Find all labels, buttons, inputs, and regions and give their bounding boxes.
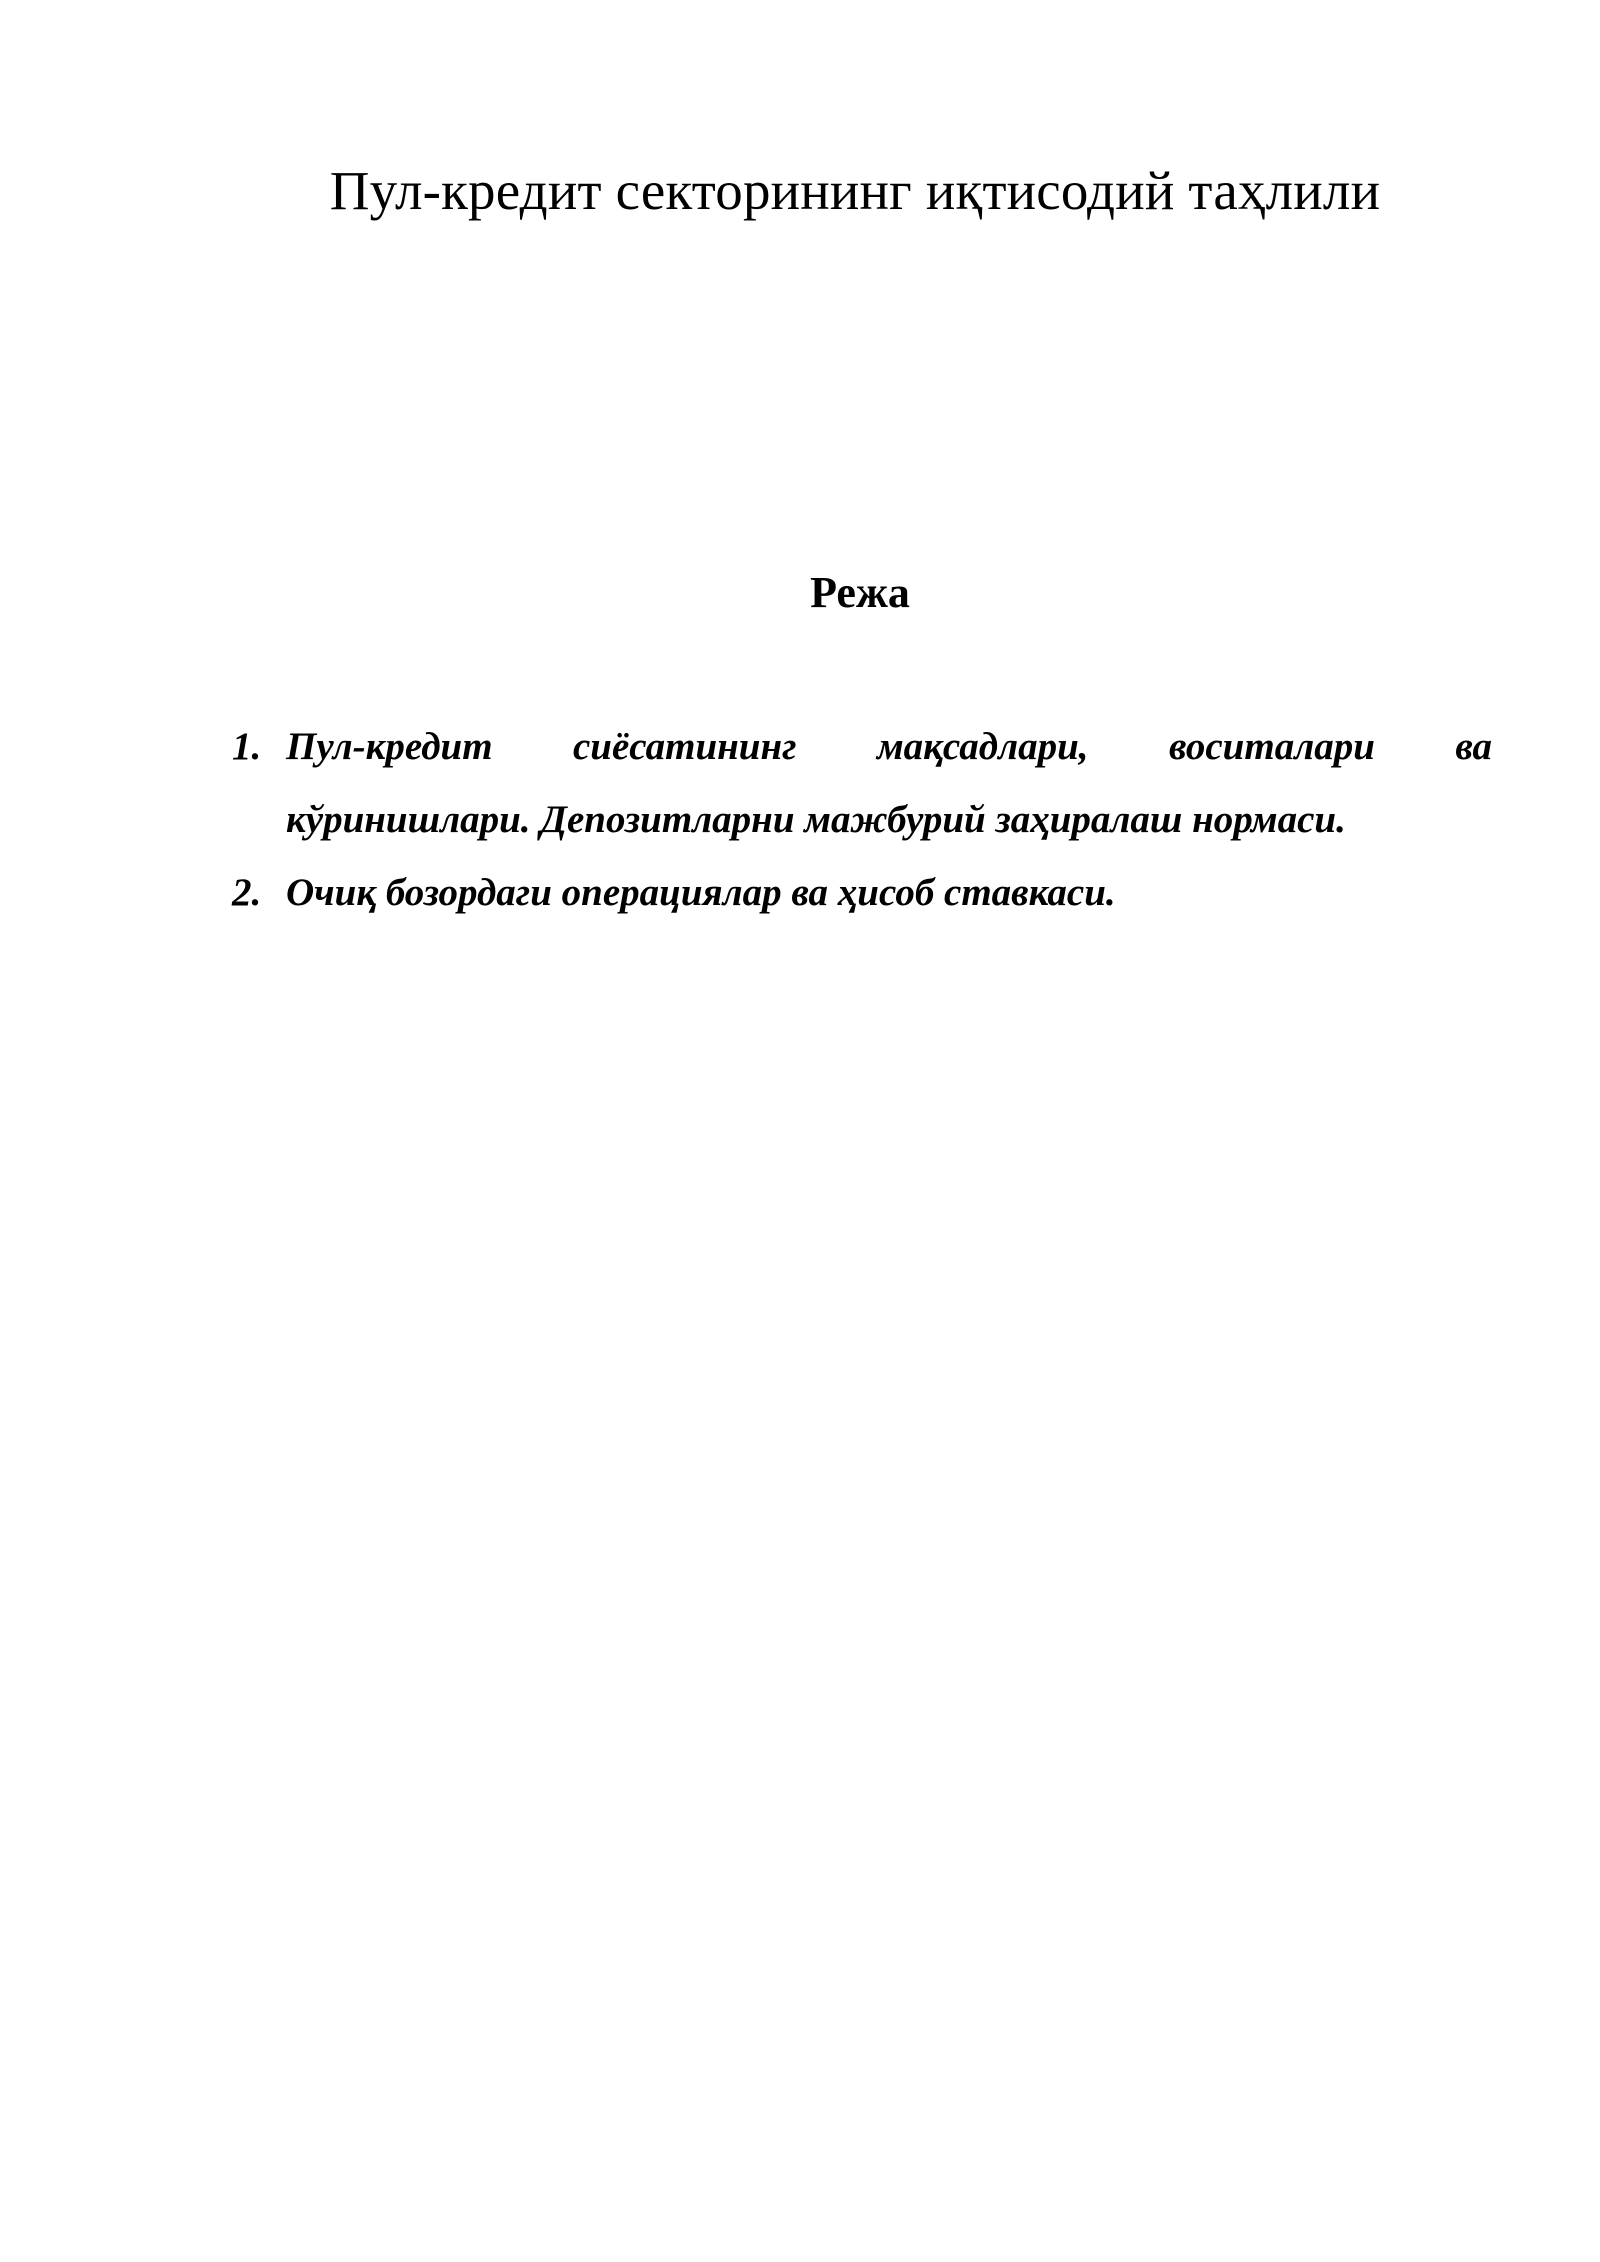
document-title: Пул-кредит секторининг иқтисодий таҳлили: [329, 160, 1381, 221]
plan-item-2: [232, 856, 1492, 929]
plan-item-line: кўринишлари. Депозитларни мажбурий заҳиралаш нормаси.: [286, 798, 1346, 841]
plan-item-number: 1.: [232, 725, 262, 768]
plan-item-1: [232, 710, 1492, 856]
plan-item-line: Пул-кредит сиёсатининг мақсадлари, воситалари ва: [286, 725, 1492, 768]
plan-list: [232, 710, 1492, 929]
plan-item-line: Очиқ бозордаги операциялар ва ҳисоб ставкаси.: [286, 871, 1116, 914]
plan-item-number: 2.: [232, 871, 262, 914]
plan-heading: Режа: [810, 568, 910, 617]
